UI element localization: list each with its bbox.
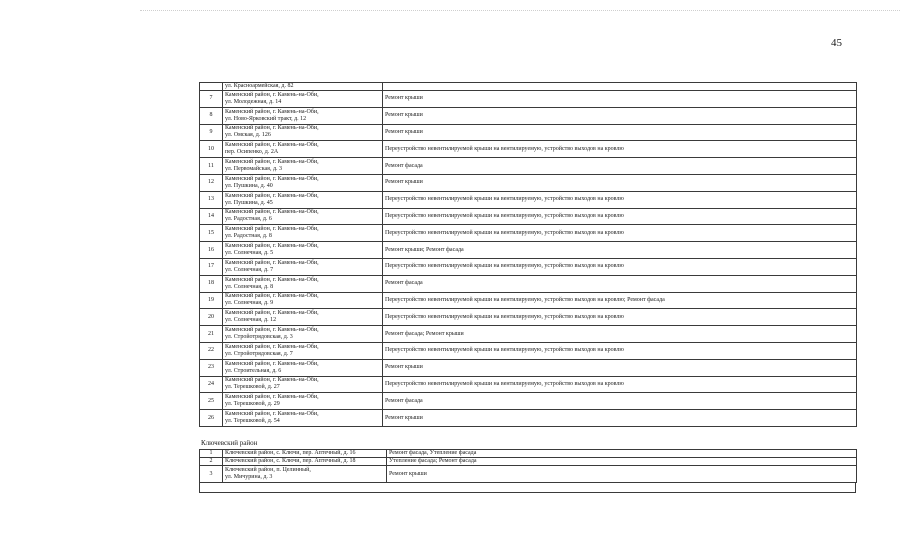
row-number: 9: [200, 124, 223, 141]
work-type-cell: Ремонт крыши: [383, 91, 857, 108]
address-cell: Ключевский район, с. Ключи, пер. Аптечный, д. 16: [223, 450, 387, 458]
address-cell: Каменский район, г. Камень-на-Оби, ул. Терешковой, д. 54: [223, 410, 383, 427]
work-type-cell: Ремонт крыши: [383, 410, 857, 427]
row-number: 11: [200, 158, 223, 175]
table-row: [200, 225, 857, 242]
address-cell: Каменский район, г. Камень-на-Оби, пер. Осипенко, д. 2А: [223, 141, 383, 158]
address-cell: Каменский район, г. Камень-на-Оби, ул. Терешковой, д. 27: [223, 376, 383, 393]
klyuchi-district-table: [199, 449, 857, 483]
scan-edge: [140, 10, 900, 11]
row-number: 21: [200, 326, 223, 343]
row-number: 18: [200, 275, 223, 292]
row-number: 25: [200, 393, 223, 410]
row-number: 23: [200, 359, 223, 376]
work-type-cell: Ремонт фасада, Утепление фасада: [387, 450, 857, 458]
address-cell: Каменский район, г. Камень-на-Оби, ул. Пушкина, д. 40: [223, 174, 383, 191]
row-number: 2: [200, 458, 223, 466]
address-cell: Ключевский район, п. Целинный, ул. Мичурина, д. 3: [223, 466, 387, 483]
work-type-cell: Переустройство невентилируемой крыши на вентилируемую, устройство выходов на кровлю: [383, 342, 857, 359]
address-cell: Каменский район, г. Камень-на-Оби, ул. Солнечная, д. 5: [223, 242, 383, 259]
address-cell: Каменский район, г. Камень-на-Оби, ул. Омская, д. 126: [223, 124, 383, 141]
address-cell: Каменский район, г. Камень-на-Оби, ул. Пушкина, д. 45: [223, 191, 383, 208]
address-cell: Каменский район, г. Камень-на-Оби, ул. Ново-Ярковский тракт, д. 12: [223, 107, 383, 124]
work-type-cell: Утепление фасада; Ремонт фасада: [387, 458, 857, 466]
table-row: [200, 309, 857, 326]
table-row: [200, 342, 857, 359]
address-cell: Каменский район, г. Камень-на-Оби, ул. Солнечная, д. 12: [223, 309, 383, 326]
table-row: [200, 141, 857, 158]
row-number: [200, 83, 223, 91]
work-type-cell: Переустройство невентилируемой крыши на вентилируемую, устройство выходов на кровлю: [383, 225, 857, 242]
address-cell: Каменский район, г. Камень-на-Оби, ул. Солнечная, д. 9: [223, 292, 383, 309]
table-row: [200, 292, 857, 309]
table-row: [200, 83, 857, 91]
table-row: [200, 174, 857, 191]
work-type-cell: Ремонт крыши; Ремонт фасада: [383, 242, 857, 259]
table-row: [200, 410, 857, 427]
work-type-cell: Ремонт фасада; Ремонт крыши: [383, 326, 857, 343]
table-row: [200, 107, 857, 124]
row-number: 26: [200, 410, 223, 427]
table-row: [200, 124, 857, 141]
work-type-cell: Переустройство невентилируемой крыши на вентилируемую, устройство выходов на кровлю: [383, 376, 857, 393]
address-cell: Каменский район, г. Камень-на-Оби, ул. Стройотрядовская, д. 3: [223, 326, 383, 343]
row-number: 8: [200, 107, 223, 124]
row-number: 3: [200, 466, 223, 483]
row-number: 16: [200, 242, 223, 259]
address-cell: ул. Красноармейская, д. 82: [223, 83, 383, 91]
row-number: 24: [200, 376, 223, 393]
work-type-cell: Ремонт крыши: [383, 124, 857, 141]
kamen-district-table: [199, 82, 857, 427]
work-type-cell: Ремонт фасада: [383, 275, 857, 292]
row-number: 19: [200, 292, 223, 309]
table-row: [200, 158, 857, 175]
address-cell: Каменский район, г. Камень-на-Оби, ул. Первомайская, д. 3: [223, 158, 383, 175]
address-cell: Каменский район, г. Камень-на-Оби, ул. Солнечная, д. 7: [223, 258, 383, 275]
row-number: 7: [200, 91, 223, 108]
table-row: [200, 191, 857, 208]
table-row: [200, 275, 857, 292]
address-cell: Ключевский район, с. Ключи, пер. Аптечный, д. 18: [223, 458, 387, 466]
table-row: [200, 359, 857, 376]
klyuchi-district-title: Ключевский район: [201, 439, 258, 447]
table-row: [200, 91, 857, 108]
work-type-cell: Переустройство невентилируемой крыши на вентилируемую, устройство выходов на кровлю: [383, 208, 857, 225]
work-type-cell: Переустройство невентилируемой крыши на вентилируемую, устройство выходов на кровлю: [383, 309, 857, 326]
work-type-cell: Переустройство невентилируемой крыши на вентилируемую, устройство выходов на кровлю; Ремонт фасада: [383, 292, 857, 309]
table-row: [200, 466, 857, 483]
work-type-cell: Ремонт крыши: [387, 466, 857, 483]
row-number: 20: [200, 309, 223, 326]
page-number: 45: [831, 37, 842, 49]
address-cell: Каменский район, г. Камень-на-Оби, ул. Солнечная, д. 8: [223, 275, 383, 292]
row-number: 22: [200, 342, 223, 359]
work-type-cell: Ремонт крыши: [383, 107, 857, 124]
address-cell: Каменский район, г. Камень-на-Оби, ул. Радостная, д. 8: [223, 225, 383, 242]
work-type-cell: Переустройство невентилируемой крыши на вентилируемую, устройство выходов на кровлю: [383, 191, 857, 208]
row-number: 13: [200, 191, 223, 208]
table-row: [200, 376, 857, 393]
work-type-cell: Ремонт фасада: [383, 158, 857, 175]
row-number: 14: [200, 208, 223, 225]
work-type-cell: Ремонт фасада: [383, 393, 857, 410]
table-row: [200, 242, 857, 259]
work-type-cell: Ремонт крыши: [383, 174, 857, 191]
table-row: [200, 450, 857, 458]
address-cell: Каменский район, г. Камень-на-Оби, ул. Радостная, д. 6: [223, 208, 383, 225]
work-type-cell: Переустройство невентилируемой крыши на вентилируемую, устройство выходов на кровлю: [383, 258, 857, 275]
row-number: 10: [200, 141, 223, 158]
work-type-cell: [383, 83, 857, 91]
row-number: 17: [200, 258, 223, 275]
row-number: 15: [200, 225, 223, 242]
table-row: [200, 393, 857, 410]
work-type-cell: Ремонт крыши: [383, 359, 857, 376]
work-type-cell: Переустройство невентилируемой крыши на вентилируемую, устройство выходов на кровлю: [383, 141, 857, 158]
address-cell: Каменский район, г. Камень-на-Оби, ул. Молодежная, д. 14: [223, 91, 383, 108]
address-cell: Каменский район, г. Камень-на-Оби, ул. Стройотрядовская, д. 7: [223, 342, 383, 359]
address-cell: Каменский район, г. Камень-на-Оби, ул. Строительная, д. 6: [223, 359, 383, 376]
empty-table-row: [199, 482, 856, 493]
row-number: 12: [200, 174, 223, 191]
table-row: [200, 258, 857, 275]
address-cell: Каменский район, г. Камень-на-Оби, ул. Терешковой, д. 29: [223, 393, 383, 410]
table-row: [200, 208, 857, 225]
table-row: [200, 326, 857, 343]
row-number: 1: [200, 450, 223, 458]
table-row: [200, 458, 857, 466]
